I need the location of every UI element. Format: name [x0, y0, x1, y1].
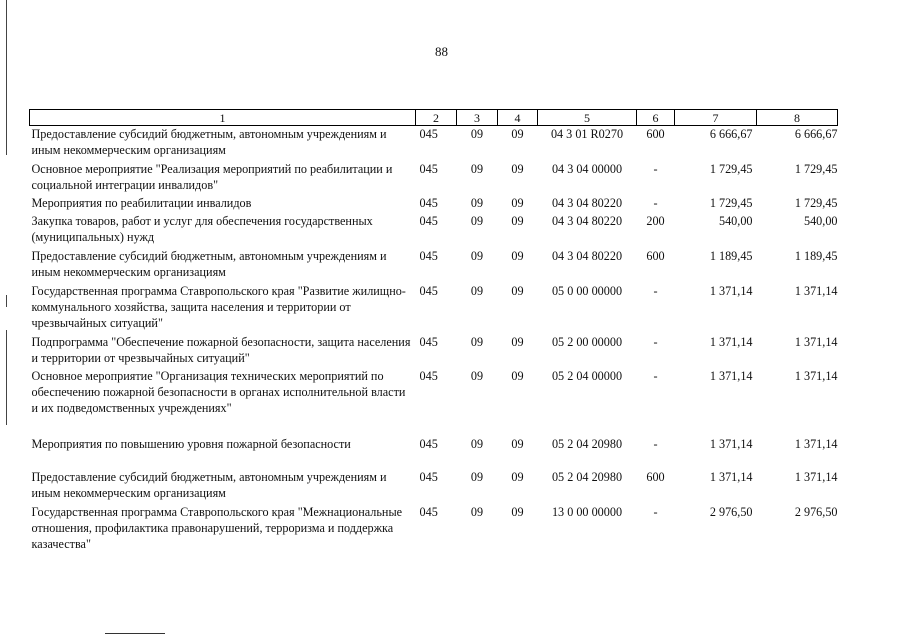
- cell-admin: 045: [419, 161, 438, 176]
- left-margin-line-lower: [6, 330, 7, 425]
- cell-subsection: 09: [511, 436, 524, 451]
- cell-subsection: 09: [511, 283, 524, 298]
- table-row: [30, 126, 838, 161]
- cell-target: 04 3 04 00000: [551, 161, 623, 176]
- cell-target: 04 3 04 80220: [551, 213, 623, 228]
- column-header: 6: [637, 110, 675, 126]
- column-header: 2: [416, 110, 457, 126]
- left-margin-mark: [6, 295, 7, 307]
- table-row: [30, 283, 838, 334]
- cell-amount-8: 540,00: [803, 213, 838, 228]
- table-row: [30, 504, 838, 555]
- cell-type: -: [653, 368, 658, 383]
- cell-type: 600: [646, 127, 665, 141]
- row-name: Основное мероприятие "Организация технических мероприятий по обеспечению пожарной безопасности в органах исполнительной власти и их подведомственных учреждениях": [31, 368, 406, 415]
- cell-amount-7: 1 371,14: [709, 334, 753, 349]
- cell-admin: 045: [419, 213, 438, 228]
- table-row: [30, 368, 838, 436]
- table-row: [30, 436, 838, 469]
- cell-amount-7: 540,00: [718, 213, 753, 228]
- cell-amount-7: 1 371,14: [709, 436, 753, 451]
- table-row: [30, 213, 838, 248]
- cell-amount-7: 2 976,50: [709, 504, 753, 519]
- cell-type: 600: [646, 248, 665, 263]
- cell-target: 04 3 04 80220: [551, 248, 623, 263]
- table-row: [30, 469, 838, 504]
- page-number: 88: [435, 44, 448, 59]
- cell-amount-8: 1 371,14: [794, 334, 838, 349]
- cell-subsection: 09: [511, 161, 524, 176]
- cell-section: 09: [470, 368, 484, 383]
- column-header: 1: [30, 110, 416, 126]
- row-name: Закупка товаров, работ и услуг для обеспечения государственных (муниципальных) нужд: [31, 213, 373, 244]
- cell-amount-8: 1 371,14: [794, 436, 838, 451]
- cell-amount-7: 1 371,14: [709, 283, 753, 298]
- cell-target: 05 2 00 00000: [551, 334, 623, 349]
- row-name: Предоставление субсидий бюджетным, автономным учреждениям и иным некоммерческим организациям: [31, 248, 387, 279]
- cell-target: 05 2 04 20980: [551, 436, 623, 451]
- cell-section: 09: [470, 127, 484, 141]
- cell-admin: 045: [419, 334, 438, 349]
- column-header: 3: [457, 110, 498, 126]
- column-header: 8: [757, 110, 838, 126]
- cell-type: -: [653, 161, 658, 176]
- cell-type: -: [653, 504, 658, 519]
- row-name: Предоставление субсидий бюджетным, автономным учреждениям и иным некоммерческим организациям: [31, 127, 387, 157]
- cell-target: 05 2 04 20980: [551, 469, 623, 484]
- cell-amount-7: 1 371,14: [709, 368, 753, 383]
- cell-type: -: [653, 195, 658, 210]
- cell-admin: 045: [419, 248, 438, 263]
- cell-amount-8: 1 371,14: [794, 283, 838, 298]
- cell-admin: 045: [419, 436, 438, 451]
- cell-subsection: 09: [511, 504, 524, 519]
- cell-target: 05 2 04 00000: [551, 368, 623, 383]
- cell-section: 09: [470, 248, 484, 263]
- row-name: Основное мероприятие "Реализация мероприятий по реабилитации и социальной интеграции инвалидов": [31, 161, 393, 192]
- cell-subsection: 09: [511, 368, 524, 383]
- cell-amount-7: 1 189,45: [709, 248, 753, 263]
- cell-section: 09: [470, 334, 484, 349]
- cell-subsection: 09: [511, 127, 524, 141]
- table-row: [30, 334, 838, 368]
- cell-section: 09: [470, 283, 484, 298]
- cell-amount-8: 1 371,14: [794, 368, 838, 383]
- row-name: Подпрограмма "Обеспечение пожарной безопасности, защита населения и территории от чрезвычайных ситуаций": [31, 334, 411, 365]
- cell-amount-7: 1 729,45: [709, 195, 753, 210]
- cell-section: 09: [470, 161, 484, 176]
- row-name: Государственная программа Ставропольского края "Межнациональные отношения, профилактика правонарушений, терроризма и поддержка казачества": [31, 504, 403, 551]
- column-header: 7: [675, 110, 757, 126]
- column-header: 4: [498, 110, 538, 126]
- row-name: Государственная программа Ставропольского края "Развитие жилищно-коммунального хозяйства, защита населения и территории от чрезвычайных ситуаций": [31, 283, 406, 330]
- cell-section: 09: [470, 195, 484, 210]
- cell-type: -: [653, 436, 658, 451]
- cell-amount-8: 1 371,14: [794, 469, 838, 484]
- row-name: Мероприятия по повышению уровня пожарной безопасности: [31, 436, 351, 451]
- footer-rule: [105, 633, 165, 634]
- cell-amount-8: 2 976,50: [794, 504, 838, 519]
- table-header-row: [30, 110, 838, 126]
- cell-amount-7: 6 666,67: [709, 127, 753, 141]
- table-row: [30, 195, 838, 213]
- cell-amount-7: 1 729,45: [709, 161, 753, 176]
- cell-target: 04 3 01 R0270: [550, 127, 624, 141]
- cell-subsection: 09: [511, 195, 524, 210]
- budget-table: [29, 109, 837, 555]
- cell-type: -: [653, 283, 658, 298]
- cell-admin: 045: [419, 127, 438, 141]
- cell-section: 09: [470, 469, 484, 484]
- cell-target: 05 0 00 00000: [551, 283, 623, 298]
- cell-subsection: 09: [511, 248, 524, 263]
- cell-section: 09: [470, 436, 484, 451]
- cell-type: 200: [646, 213, 665, 228]
- column-header: 5: [538, 110, 637, 126]
- cell-amount-7: 1 371,14: [709, 469, 753, 484]
- cell-admin: 045: [419, 368, 438, 383]
- cell-section: 09: [470, 504, 484, 519]
- cell-admin: 045: [419, 283, 438, 298]
- cell-subsection: 09: [511, 469, 524, 484]
- cell-target: 04 3 04 80220: [551, 195, 623, 210]
- left-margin-line: [6, 0, 7, 155]
- cell-type: 600: [646, 469, 665, 484]
- cell-target: 13 0 00 00000: [551, 504, 623, 519]
- cell-type: -: [653, 334, 658, 349]
- cell-amount-8: 1 729,45: [794, 161, 838, 176]
- row-name: Мероприятия по реабилитации инвалидов: [31, 195, 252, 210]
- cell-amount-8: 1 189,45: [794, 248, 838, 263]
- cell-admin: 045: [419, 504, 438, 519]
- table-row: [30, 248, 838, 283]
- cell-subsection: 09: [511, 334, 524, 349]
- cell-admin: 045: [419, 469, 438, 484]
- cell-section: 09: [470, 213, 484, 228]
- table-row: [30, 161, 838, 195]
- row-name: Предоставление субсидий бюджетным, автономным учреждениям и иным некоммерческим организациям: [31, 469, 387, 500]
- cell-subsection: 09: [511, 213, 524, 228]
- cell-amount-8: 1 729,45: [794, 195, 838, 210]
- cell-amount-8: 6 666,67: [794, 127, 838, 141]
- cell-admin: 045: [419, 195, 438, 210]
